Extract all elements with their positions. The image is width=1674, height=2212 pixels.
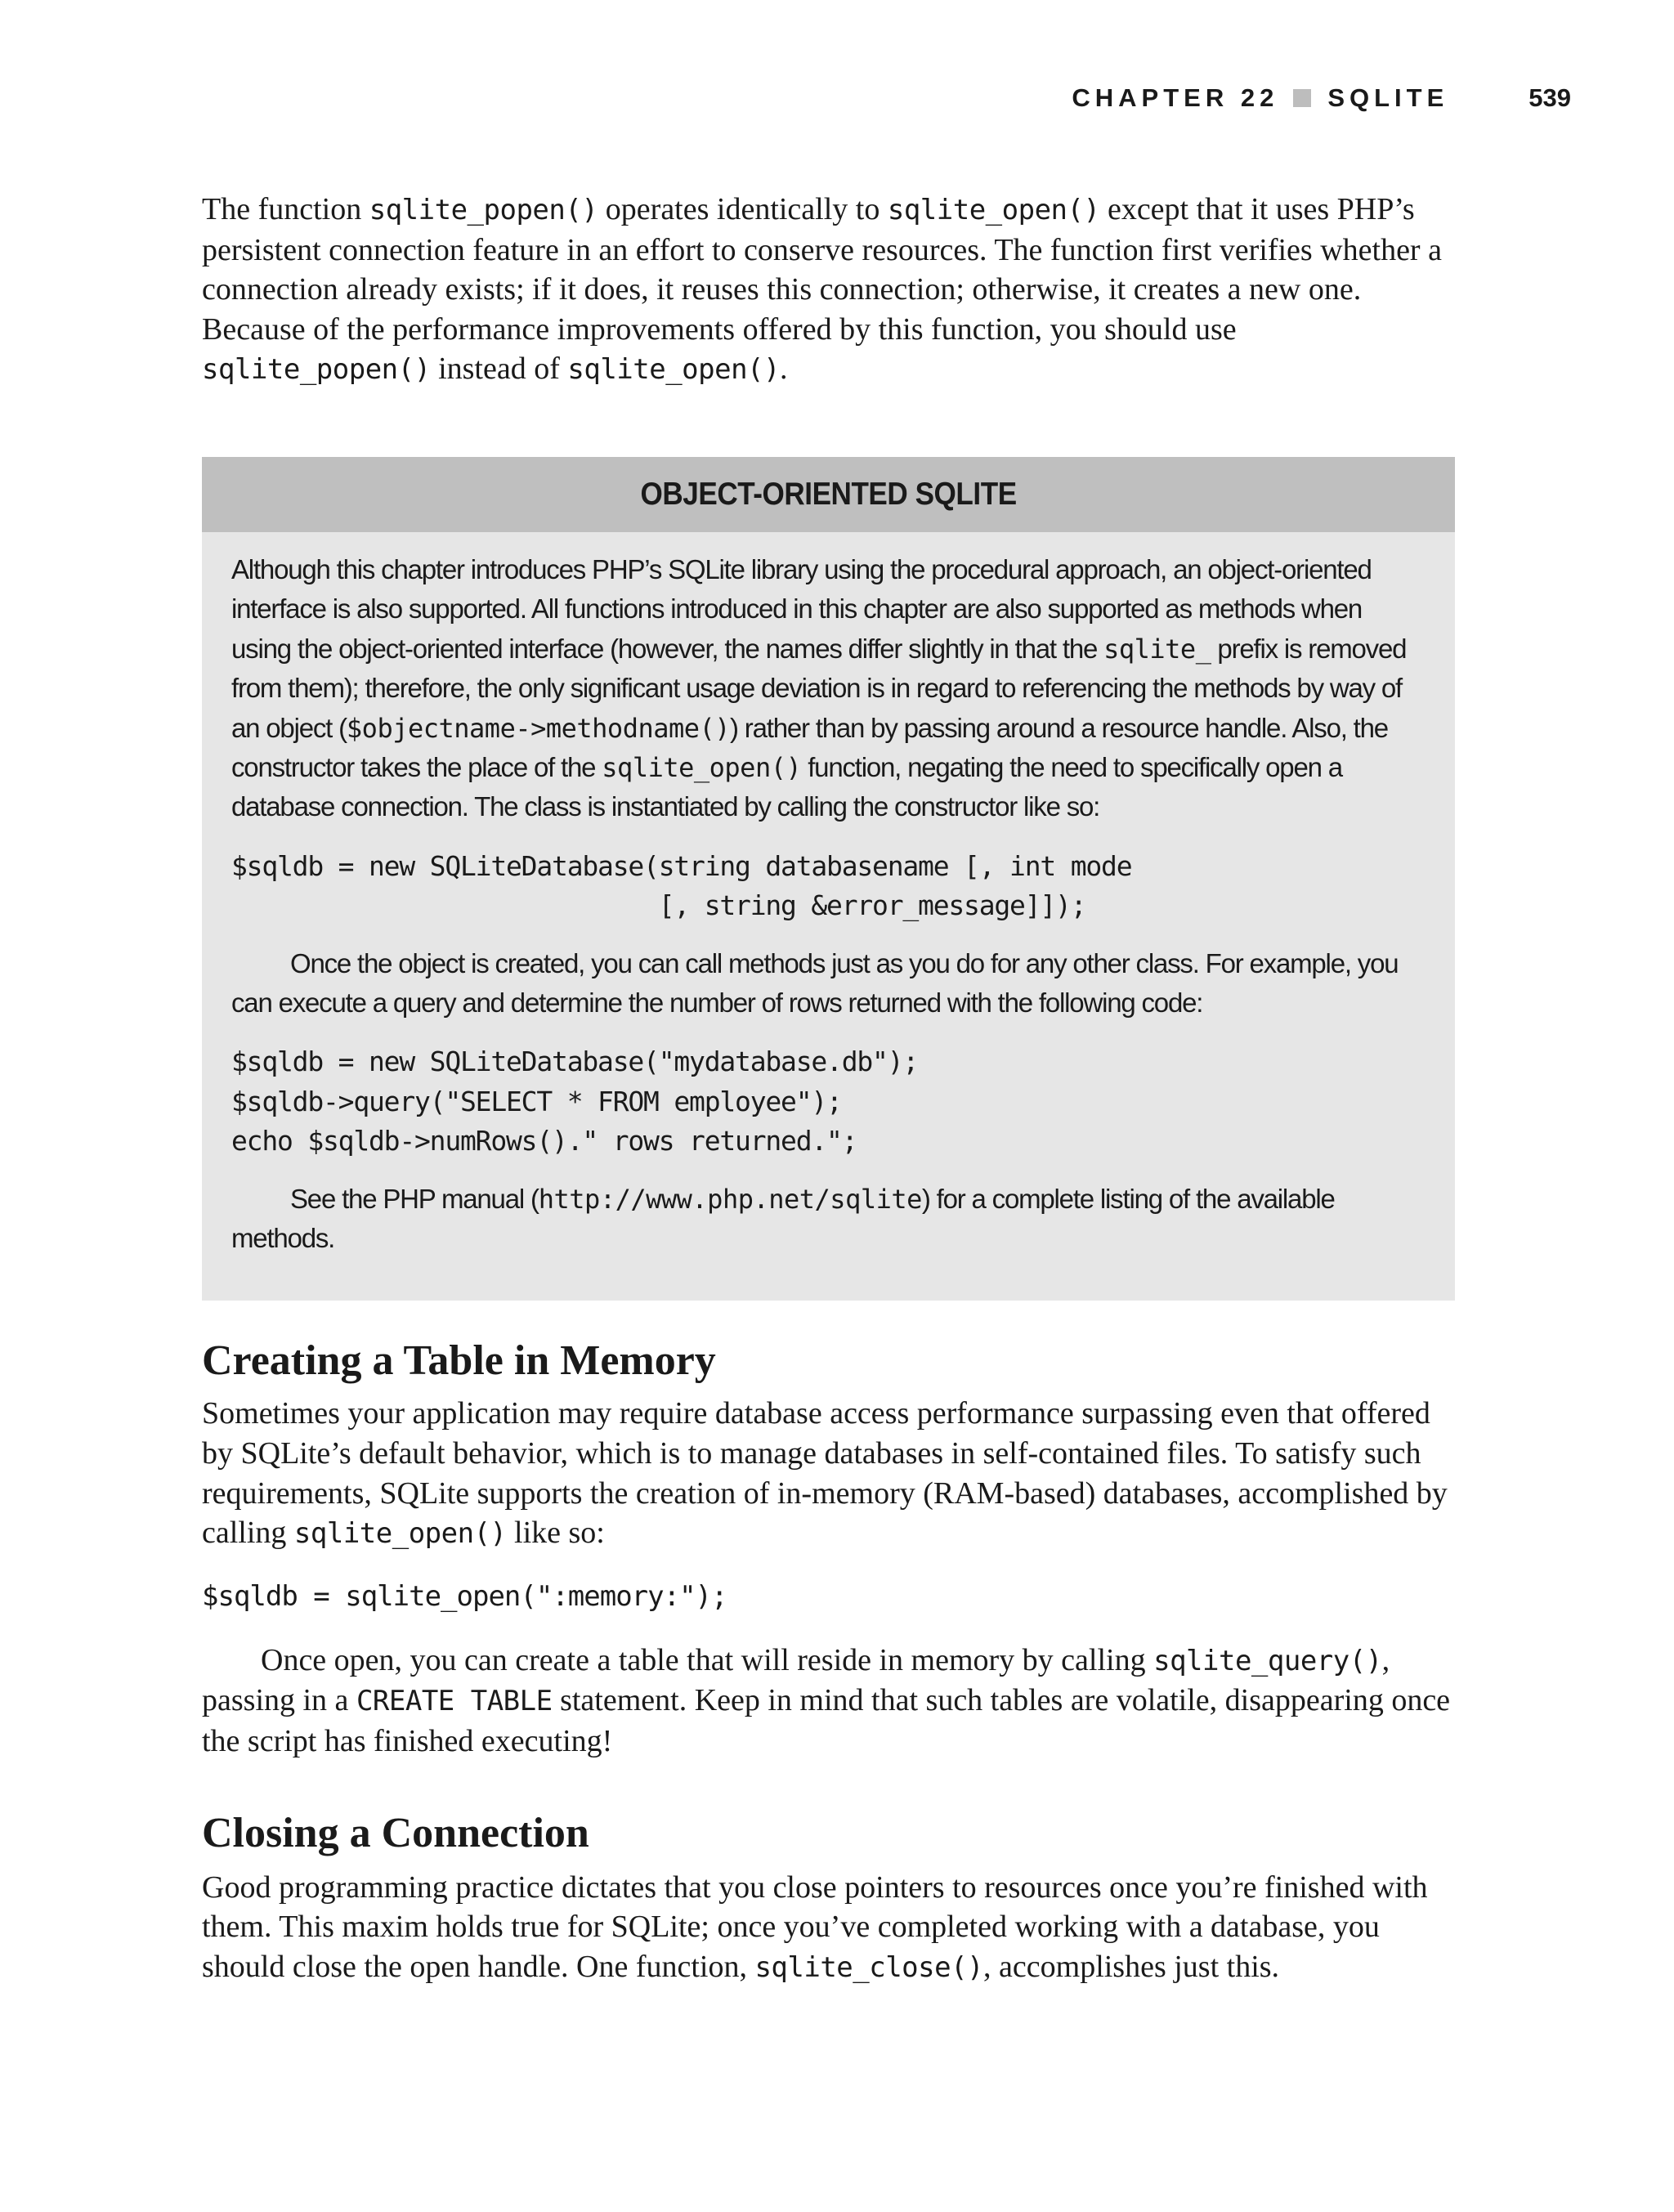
inline-code: $objectname->methodname() — [346, 712, 731, 744]
text-run: . — [779, 352, 788, 387]
code-block: $sqldb = new SQLiteDatabase("mydatabase.db"); $sqldb->query("SELECT * FROM employee"); echo $sqldb->numRows()." rows returned."; — [231, 1046, 919, 1157]
url-text: http://www.php.net/sqlite — [538, 1183, 922, 1215]
body-paragraph — [202, 1641, 1455, 1762]
sidebar-paragraph — [231, 550, 1426, 827]
text-run: Good programming practice dictates that you close pointers to resources once you’re finished with them. This maxim holds true for SQLite; once you’ve completed working with a database, you should close the open handle. One function, — [202, 1869, 1428, 1984]
text-run: operates identically to — [598, 192, 888, 226]
text-run: statement. Keep in mind that such tables are volatile, disappearing once the script has finished executing! — [202, 1683, 1451, 1759]
section-heading: Closing a Connection — [202, 1809, 589, 1856]
inline-code: CREATE TABLE — [356, 1685, 553, 1718]
inline-code: sqlite_popen() — [202, 353, 431, 387]
inline-code: sqlite_open() — [602, 752, 802, 783]
text-run: The function — [202, 192, 369, 226]
body-paragraph — [202, 1394, 1455, 1553]
sidebar-paragraph — [231, 1180, 1426, 1259]
running-header — [1072, 82, 1571, 114]
inline-code: sqlite_close() — [754, 1950, 984, 1984]
text-run: ) rather than by passing around a resource handle. Also, the constructor takes the place of the — [231, 712, 1388, 782]
text-run: Sometimes your application may require database access performance surpassing even that offered by SQLite’s default behavior, which is to manage databases in self-contained files. To satisfy such requirements, SQLite supports the creation of in-memory (RAM-based) databases, accomplished by calling — [202, 1396, 1448, 1551]
text-run: prefix is removed from them); therefore, the only significant usage deviation is in regard to referencing the methods by way of an object ( — [231, 633, 1407, 743]
text-run: instead of — [430, 352, 568, 387]
text-run: except that it uses PHP’s persistent connection feature in an effort to conserve resources. The function first verifies whether a connection already exists; if it does, it reuses this connection; otherwise, it creates a new one. Because of the performance improvements offered by this function, you should use — [202, 192, 1442, 347]
page-number: 539 — [1529, 83, 1571, 112]
body-paragraph — [202, 1868, 1455, 1988]
intro-paragraph — [202, 190, 1455, 390]
text-run: Once open, you can create a table that will reside in memory by calling — [261, 1642, 1154, 1677]
code-block: $sqldb = sqlite_open(":memory:"); — [202, 1579, 727, 1613]
sidebar-paragraph: Once the object is created, you can call methods just as you do for any other class. For example, you can execute a query and determine the number of rows returned with the following code: — [231, 947, 1399, 1019]
code-block: $sqldb = new SQLiteDatabase(string databasename [, int mode [, string &error_message]]); — [231, 849, 1132, 922]
inline-code: sqlite_open() — [887, 194, 1100, 226]
text-run: Although this chapter introduces PHP’s SQLite library using the procedural approach, an object-oriented interface is also supported. All functions introduced in this chapter are also supported as methods when using the object-oriented interface (however, the names differ slightly in that the — [231, 553, 1372, 664]
sidebar-header — [202, 457, 1455, 532]
page-content — [202, 190, 1455, 1987]
section-heading: Creating a Table in Memory — [202, 1337, 716, 1385]
text-run: ) for a complete listing of the available methods. — [231, 1183, 1335, 1254]
inline-code: sqlite_ — [1103, 633, 1211, 665]
text-run: , passing in a — [202, 1642, 1390, 1718]
inline-code: sqlite_open() — [293, 1517, 507, 1551]
sidebar-box — [202, 457, 1455, 1301]
sidebar-body — [202, 532, 1455, 1301]
separator-square — [1293, 89, 1311, 107]
text-run: function, negating the need to specifically open a database connection. The class is instantiated by calling the constructor like so: — [231, 752, 1342, 822]
text-run: , accomplishes just this. — [983, 1949, 1280, 1984]
inline-code: sqlite_open() — [567, 353, 780, 387]
text-run: See the PHP manual ( — [290, 1183, 539, 1214]
chapter-title: SQLITE — [1327, 83, 1449, 112]
inline-code: sqlite_popen() — [369, 194, 598, 226]
inline-code: sqlite_query() — [1153, 1644, 1382, 1677]
sidebar-title: OBJECT-ORIENTED SQLITE — [640, 476, 1017, 512]
chapter-label: CHAPTER 22 — [1072, 83, 1279, 112]
text-run: like so: — [506, 1516, 605, 1551]
